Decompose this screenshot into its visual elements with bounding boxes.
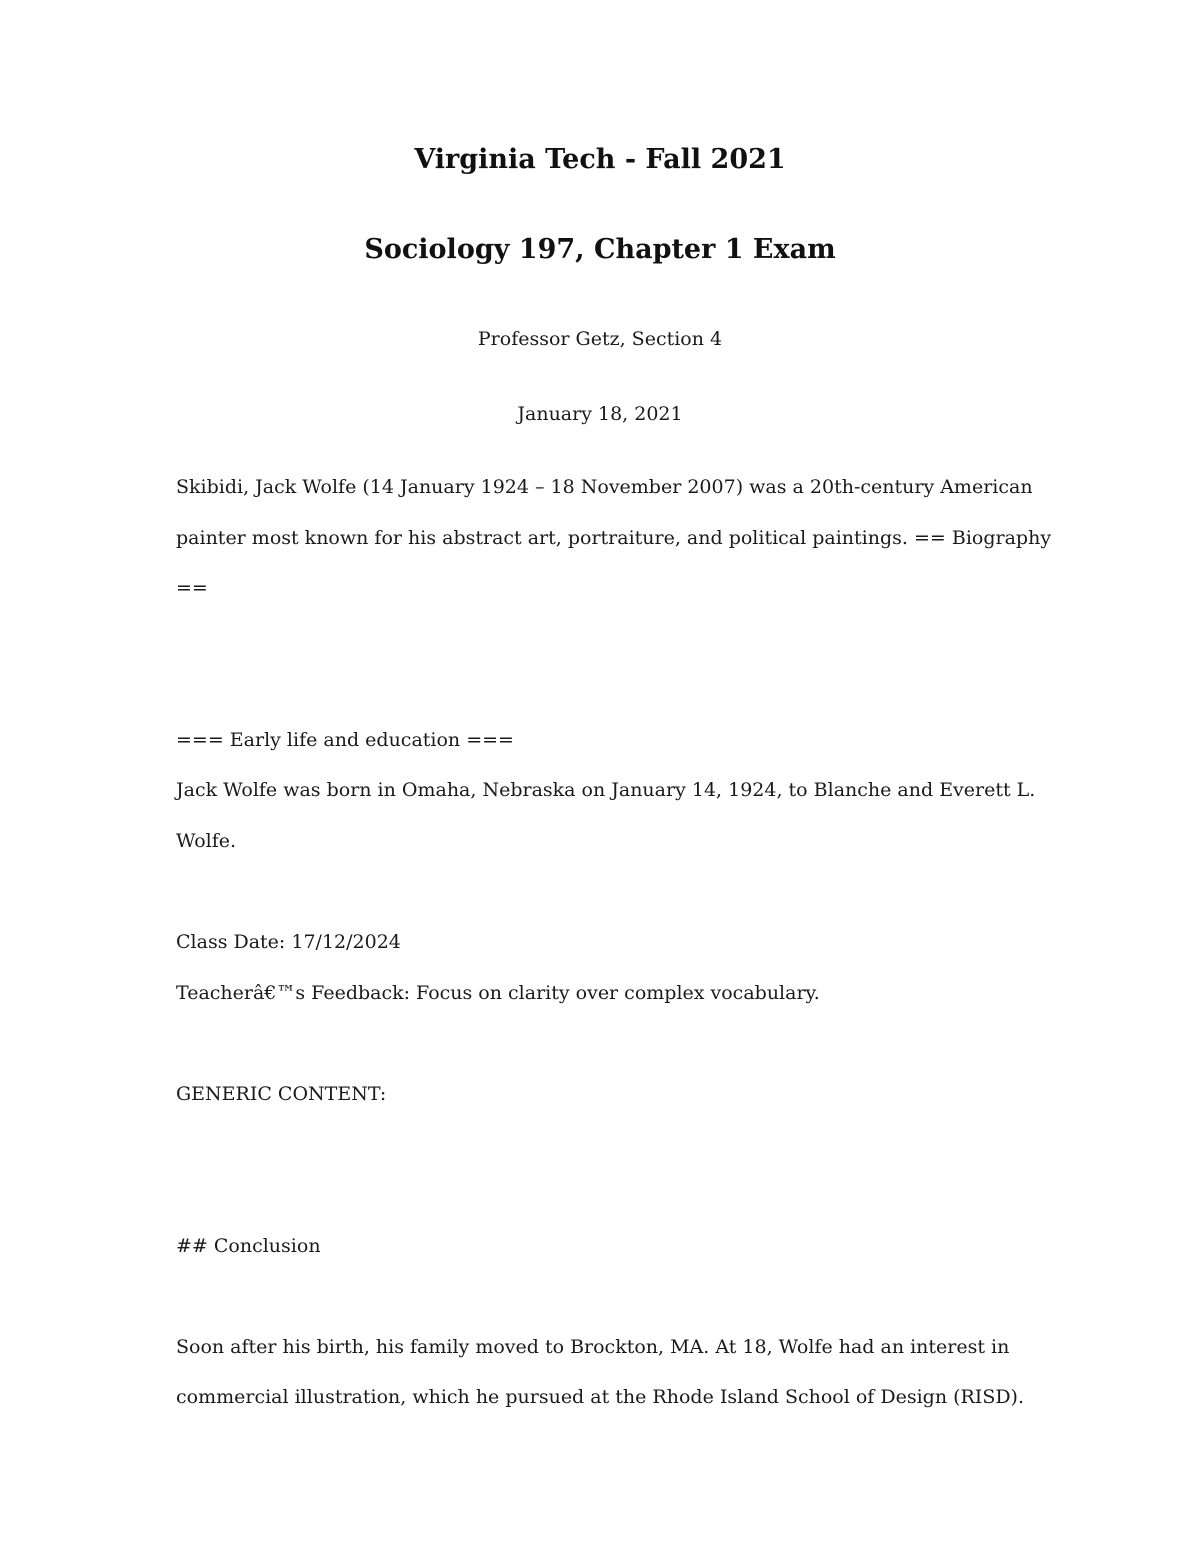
exam-date: January 18, 2021 [517, 403, 683, 425]
early-life-heading: === Early life and education === [176, 729, 514, 751]
conclusion-line-1: Soon after his birth, his family moved to Brockton, MA. At 18, Wolfe had an interest in [176, 1336, 1010, 1358]
school-title: Virginia Tech - Fall 2021 [414, 144, 786, 175]
teacher-feedback: Teacherâ€™s Feedback: Focus on clarity over complex vocabulary. [176, 982, 820, 1004]
early-life-line-2: Wolfe. [176, 830, 237, 852]
generic-content-label: GENERIC CONTENT: [176, 1083, 387, 1105]
exam-title: Sociology 197, Chapter 1 Exam [364, 234, 836, 265]
intro-line-2: painter most known for his abstract art, portraiture, and political paintings. == Biography [176, 527, 1052, 549]
professor-line: Professor Getz, Section 4 [477, 328, 723, 350]
class-date: Class Date: 17/12/2024 [176, 931, 401, 953]
conclusion-heading: ## Conclusion [176, 1235, 321, 1257]
intro-line-1: Skibidi, Jack Wolfe (14 January 1924 – 18 November 2007) was a 20th-century American [176, 476, 1033, 498]
intro-line-3: == [176, 577, 208, 599]
conclusion-line-2: commercial illustration, which he pursued at the Rhode Island School of Design (RISD). [176, 1386, 1025, 1408]
early-life-line-1: Jack Wolfe was born in Omaha, Nebraska on January 14, 1924, to Blanche and Everett L. [176, 779, 1036, 801]
